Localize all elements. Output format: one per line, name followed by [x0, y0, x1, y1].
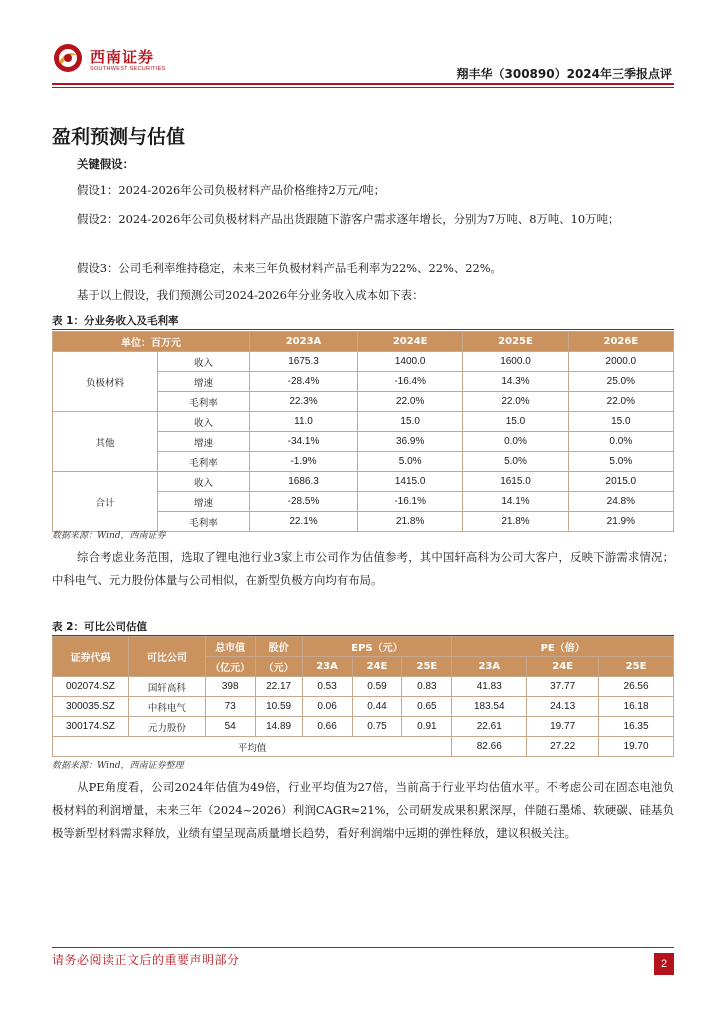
table-cell: 22.17 [255, 677, 302, 697]
logo-text-cn: 西南证券 [90, 48, 155, 66]
company-name: 国轩高科 [128, 677, 205, 697]
segment-name: 合计 [53, 472, 158, 532]
table-cell: 21.8% [358, 512, 463, 532]
pe-header: PE（倍） [452, 637, 674, 657]
table-cell: 0.0% [568, 432, 673, 452]
table-cell: 22.0% [358, 392, 463, 412]
table-cell: 1415.0 [358, 472, 463, 492]
page-number: 2 [654, 953, 674, 975]
table-cell: 16.35 [599, 717, 674, 737]
table-row [53, 472, 674, 492]
table-cell: 21.9% [568, 512, 673, 532]
table-cell: 14.3% [463, 372, 568, 392]
year-header: 2026E [568, 332, 673, 352]
year-header: 23A [302, 657, 352, 677]
stock-code: 002074.SZ [53, 677, 129, 697]
table-cell: 1686.3 [250, 472, 358, 492]
table-cell: 0.91 [402, 717, 452, 737]
table-cell: 1400.0 [358, 352, 463, 372]
table-cell: 0.83 [402, 677, 452, 697]
table-row [53, 352, 674, 372]
table-cell: 10.59 [255, 697, 302, 717]
segment-revenue-table [52, 331, 674, 532]
table-cell: 0.65 [402, 697, 452, 717]
table-cell: -16.1% [358, 492, 463, 512]
company-header: 可比公司 [128, 637, 205, 677]
table-cell: 398 [205, 677, 255, 697]
table-cell: 19.70 [599, 737, 674, 757]
table-cell: 1675.3 [250, 352, 358, 372]
table-cell: 54 [205, 717, 255, 737]
segment-name: 其他 [53, 412, 158, 472]
table1-caption: 表 1：分业务收入及毛利率 [52, 315, 179, 327]
eps-header: EPS（元） [302, 637, 452, 657]
table-cell: 0.59 [352, 677, 402, 697]
table-cell: 22.1% [250, 512, 358, 532]
table2-source: 数据来源：Wind，西南证券整理 [52, 761, 184, 771]
header-divider-thin [52, 87, 674, 88]
year-header: 2023A [250, 332, 358, 352]
table-cell: 26.56 [599, 677, 674, 697]
footer-divider [52, 947, 674, 948]
table-row [53, 412, 674, 432]
stock-code: 300174.SZ [53, 717, 129, 737]
table-cell: 22.3% [250, 392, 358, 412]
table-cell: 5.0% [358, 452, 463, 472]
southwest-securities-logo-icon [52, 42, 84, 74]
metric-label: 毛利率 [158, 512, 250, 532]
assumption-1: 假设1：2024-2026年公司负极材料产品价格维持2万元/吨； [77, 183, 385, 197]
table-cell: 15.0 [463, 412, 568, 432]
table-cell: 11.0 [250, 412, 358, 432]
code-header: 证券代码 [53, 637, 129, 677]
logo-text-en: SOUTHWEST SECURITIES [90, 66, 166, 72]
table2-caption: 表 2：可比公司估值 [52, 621, 147, 633]
table-cell: 0.66 [302, 717, 352, 737]
metric-label: 收入 [158, 472, 250, 492]
year-header: 2024E [358, 332, 463, 352]
table-cell: 36.9% [358, 432, 463, 452]
metric-label: 收入 [158, 412, 250, 432]
table-cell: 0.0% [463, 432, 568, 452]
table-cell: 16.18 [599, 697, 674, 717]
table-cell: 82.66 [452, 737, 527, 757]
valuation-paragraph: 从PE角度看，公司2024年估值为49倍，行业平均值为27倍，当前高于行业平均估值水平。不考虑公司在固态电池负极材料的利润增量，未来三年（2024~2026）利润CAGR≈21%，公司研发成果积累深厚，伴随石墨烯、软硬碳、硅基负极等新型材料需求释放，业绩有望呈现高质量增长趋势，看好利润端中远期的弹性释放，建议积极关注。 [52, 780, 674, 840]
table-cell: 0.75 [352, 717, 402, 737]
year-header: 25E [402, 657, 452, 677]
table-header-row [53, 637, 674, 657]
table-cell: -34.1% [250, 432, 358, 452]
metric-label: 毛利率 [158, 452, 250, 472]
table-cell: 0.53 [302, 677, 352, 697]
table-header-row [53, 332, 674, 352]
table-cell: 15.0 [358, 412, 463, 432]
comparable-valuation-table [52, 636, 674, 757]
table-cell: 15.0 [568, 412, 673, 432]
company-name: 元力股份 [128, 717, 205, 737]
segment-name: 负极材料 [53, 352, 158, 412]
table-cell: 0.06 [302, 697, 352, 717]
table-cell: 37.77 [527, 677, 599, 697]
metric-label: 增速 [158, 372, 250, 392]
table-cell: 2015.0 [568, 472, 673, 492]
metric-label: 收入 [158, 352, 250, 372]
metric-label: 增速 [158, 432, 250, 452]
table-cell: 14.1% [463, 492, 568, 512]
price-unit-header: （元） [255, 657, 302, 677]
table-cell: 14.89 [255, 717, 302, 737]
table-cell: -28.4% [250, 372, 358, 392]
table-cell: -28.5% [250, 492, 358, 512]
table-cell: 0.44 [352, 697, 402, 717]
table-cell: 5.0% [463, 452, 568, 472]
table-cell: 22.0% [568, 392, 673, 412]
table-row [53, 717, 674, 737]
average-row [53, 737, 674, 757]
table-cell: 2000.0 [568, 352, 673, 372]
table-cell: 1600.0 [463, 352, 568, 372]
table-cell: 22.0% [463, 392, 568, 412]
unit-header: 单位：百万元 [53, 332, 250, 352]
table-cell: -1.9% [250, 452, 358, 472]
price-header: 股价 [255, 637, 302, 657]
table1-caption-rule [52, 329, 674, 330]
assumption-2: 假设2：2024-2026年公司负极材料产品出货跟随下游客户需求逐年增长，分别为7万吨、8万吨、10万吨； [77, 212, 620, 226]
document-title: 翔丰华（300890）2024年三季报点评 [456, 67, 672, 81]
table-cell: 5.0% [568, 452, 673, 472]
mktcap-header: 总市值 [205, 637, 255, 657]
header-divider [52, 83, 674, 85]
key-assumptions-label: 关键假设： [77, 157, 134, 171]
table-row [53, 677, 674, 697]
table-cell: 22.61 [452, 717, 527, 737]
year-header: 24E [527, 657, 599, 677]
disclaimer-note: 请务必阅读正文后的重要声明部分 [52, 953, 240, 967]
table-cell: 19.77 [527, 717, 599, 737]
table1-source: 数据来源：Wind，西南证券 [52, 531, 166, 541]
mktcap-unit-header: （亿元） [205, 657, 255, 677]
table-cell: 27.22 [527, 737, 599, 757]
comparables-paragraph: 综合考虑业务范围，选取了锂电池行业3家上市公司作为估值参考，其中国轩高科为公司大客户，反映下游需求情况；中科电气、元力股份体量与公司相似，在新型负极方向均有布局。 [52, 550, 674, 587]
metric-label: 增速 [158, 492, 250, 512]
table-row [53, 697, 674, 717]
table-cell: 25.0% [568, 372, 673, 392]
table-cell: 41.83 [452, 677, 527, 697]
year-header: 23A [452, 657, 527, 677]
table-cell: 24.8% [568, 492, 673, 512]
table-cell: 73 [205, 697, 255, 717]
table-cell: 24.13 [527, 697, 599, 717]
year-header: 2025E [463, 332, 568, 352]
table-cell: -16.4% [358, 372, 463, 392]
assumption-3: 假设3：公司毛利率维持稳定，未来三年负极材料产品毛利率为22%、22%、22%。 [77, 261, 502, 275]
table-cell: 21.8% [463, 512, 568, 532]
company-name: 中科电气 [128, 697, 205, 717]
metric-label: 毛利率 [158, 392, 250, 412]
section-title: 盈利预测与估值 [52, 126, 186, 148]
year-header: 25E [599, 657, 674, 677]
average-label: 平均值 [53, 737, 452, 757]
table-cell: 183.54 [452, 697, 527, 717]
stock-code: 300035.SZ [53, 697, 129, 717]
year-header: 24E [352, 657, 402, 677]
table-cell: 1615.0 [463, 472, 568, 492]
forecast-intro: 基于以上假设，我们预测公司2024-2026年分业务收入成本如下表： [77, 288, 424, 302]
